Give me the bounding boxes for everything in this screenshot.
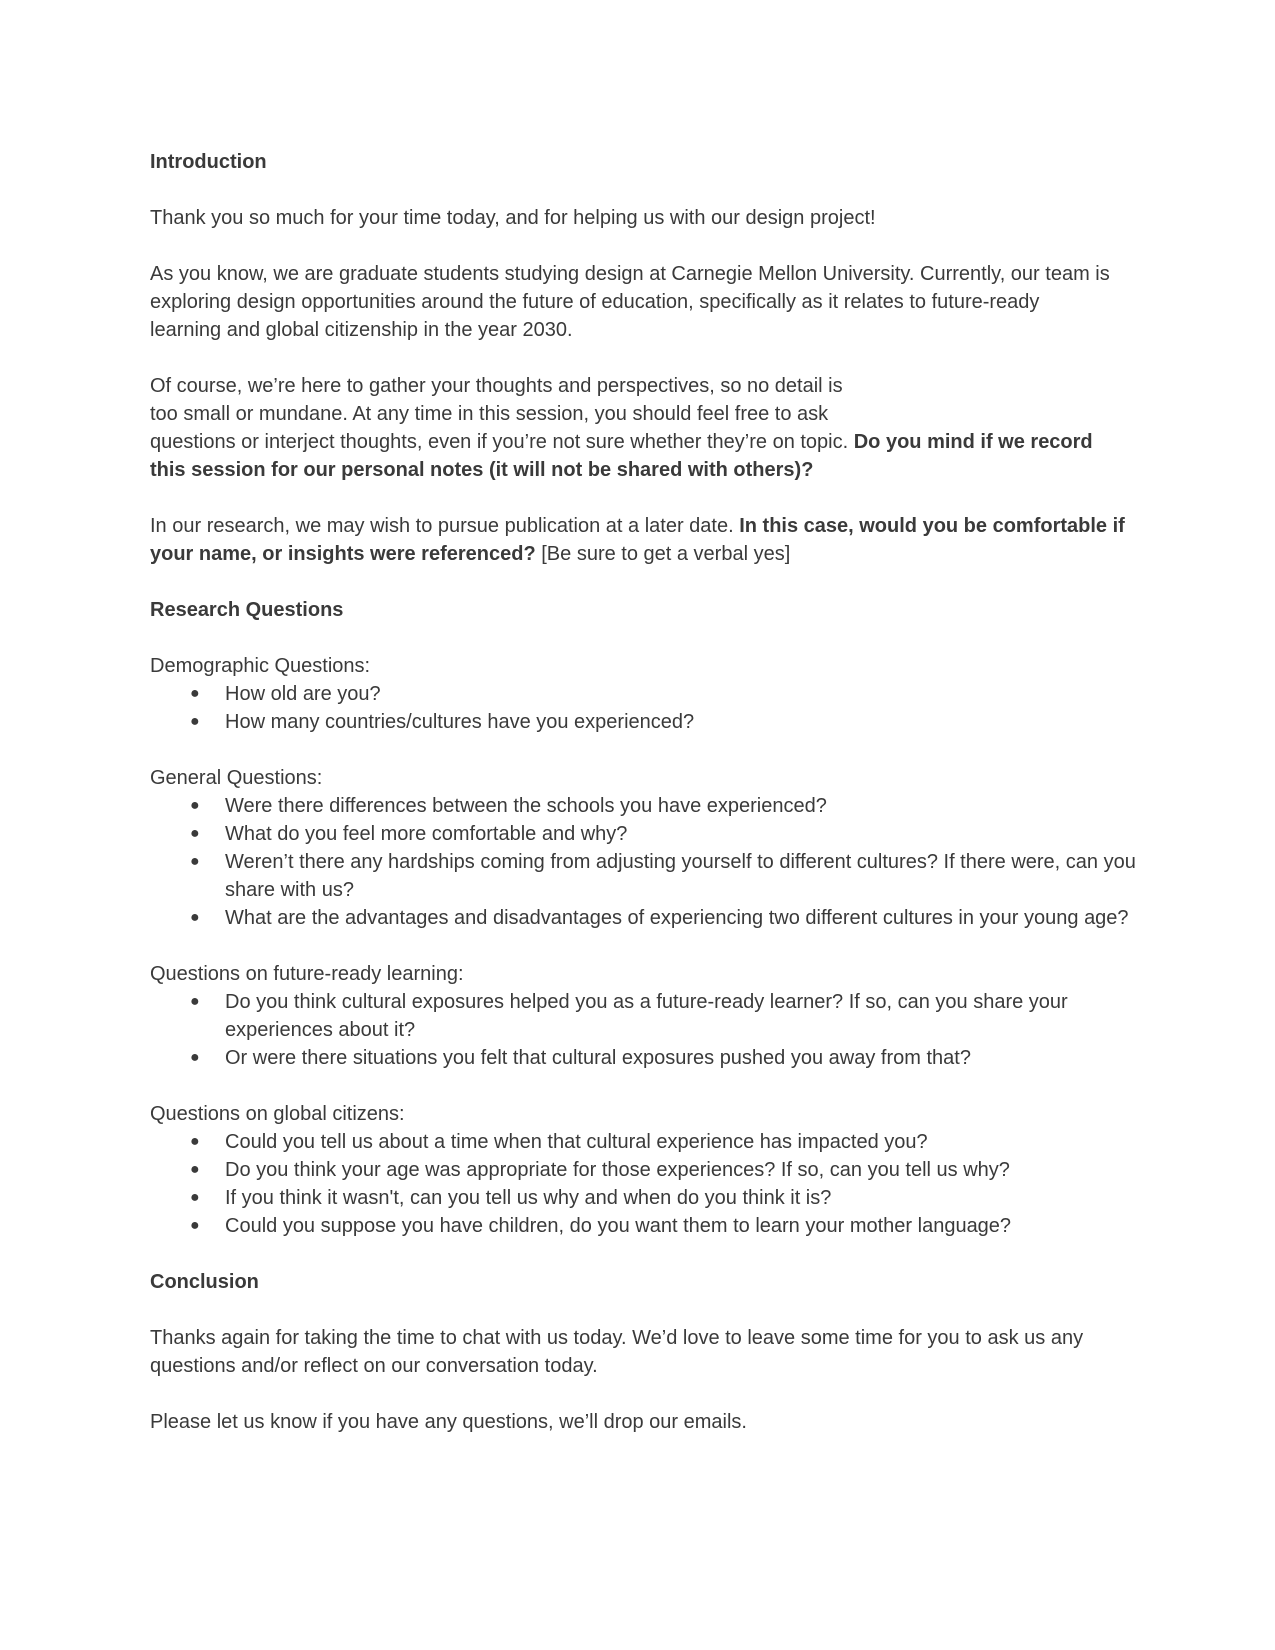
list-item: ● How old are you?: [150, 680, 1150, 708]
consent-line: Of course, we’re here to gather your thoughts and perspectives, so no detail is: [150, 375, 843, 397]
general-label: General Questions:: [150, 767, 323, 789]
publication-question: In this case, would you be comfortable if: [739, 515, 1125, 537]
record-question: Do you mind if we record: [853, 431, 1093, 453]
global-citizens-label: Questions on global citizens:: [150, 1103, 405, 1125]
bullet-icon: ●: [190, 825, 200, 842]
bullet-icon: ●: [190, 1133, 200, 1150]
list-item: ● How many countries/cultures have you experienced?: [150, 708, 1150, 736]
publication-text: In our research, we may wish to pursue publication at a later date.: [150, 515, 740, 537]
document-page: [150, 148, 1150, 1436]
list-item: ● Weren’t there any hardships coming from adjusting yourself to different cultures? If there were, can you share with us?: [150, 848, 1150, 904]
consent-paragraph: [150, 372, 1150, 484]
thanks-paragraph: Thank you so much for your time today, and for helping us with our design project!: [150, 207, 876, 229]
publication-note: [Be sure to get a verbal yes]: [535, 543, 791, 565]
conclusion-paragraph: [150, 1324, 1150, 1380]
conclusion-line: questions and/or reflect on our conversation today.: [150, 1355, 598, 1377]
demographic-list: [150, 680, 1150, 736]
bullet-icon: ●: [190, 1189, 200, 1206]
publication-line: [150, 540, 1150, 568]
context-line: exploring design opportunities around the future of education, specifically as it relates to future-ready: [150, 291, 1040, 313]
conclusion-line: Thanks again for taking the time to chat with us today. We’d love to leave some time for you to ask us any: [150, 1327, 1084, 1349]
consent-line: [150, 456, 1150, 484]
list-item: ● Could you tell us about a time when that cultural experience has impacted you?: [150, 1128, 1150, 1156]
consent-line: [150, 428, 1150, 456]
consent-text: questions or interject thoughts, even if you’re not sure whether they’re on topic.: [150, 431, 854, 453]
publication-question-cont: your name, or insights were referenced?: [150, 543, 536, 565]
bullet-icon: ●: [190, 797, 200, 814]
future-ready-label: Questions on future-ready learning:: [150, 963, 464, 985]
bullet-icon: ●: [190, 993, 200, 1010]
record-question-cont: this session for our personal notes (it will not be shared with others)?: [150, 459, 814, 481]
bullet-icon: ●: [190, 713, 200, 730]
emails-paragraph: Please let us know if you have any questions, we’ll drop our emails.: [150, 1411, 747, 1433]
list-item: ● If you think it wasn't, can you tell us why and when do you think it is?: [150, 1184, 1150, 1212]
context-line: As you know, we are graduate students studying design at Carnegie Mellon University. Currently, our team is: [150, 263, 1110, 285]
bullet-icon: ●: [190, 909, 200, 926]
list-item: ● Could you suppose you have children, do you want them to learn your mother language?: [150, 1212, 1150, 1240]
context-line: learning and global citizenship in the year 2030.: [150, 319, 573, 341]
global-citizens-list: [150, 1128, 1150, 1240]
list-item: ● What do you feel more comfortable and why?: [150, 820, 1150, 848]
consent-line: too small or mundane. At any time in this session, you should feel free to ask: [150, 403, 829, 425]
list-item: ● Do you think your age was appropriate for those experiences? If so, can you tell us why?: [150, 1156, 1150, 1184]
list-item: ● What are the advantages and disadvantages of experiencing two different cultures in your young age?: [150, 904, 1150, 932]
general-list: [150, 792, 1150, 932]
bullet-icon: ●: [190, 1049, 200, 1066]
conclusion-heading: Conclusion: [150, 1271, 259, 1293]
demographic-label: Demographic Questions:: [150, 655, 371, 677]
introduction-heading: Introduction: [150, 151, 267, 173]
bullet-icon: ●: [190, 685, 200, 702]
bullet-icon: ●: [190, 1161, 200, 1178]
publication-paragraph: [150, 512, 1150, 568]
bullet-icon: ●: [190, 853, 200, 870]
list-item: ● Or were there situations you felt that cultural exposures pushed you away from that?: [150, 1044, 1150, 1072]
context-paragraph: [150, 260, 1150, 344]
list-item: ● Were there differences between the schools you have experienced?: [150, 792, 1150, 820]
future-ready-list: [150, 988, 1150, 1072]
publication-line: [150, 512, 1150, 540]
research-questions-heading: Research Questions: [150, 599, 344, 621]
list-item: ● Do you think cultural exposures helped you as a future-ready learner? If so, can you share your experiences about it?: [150, 988, 1150, 1044]
bullet-icon: ●: [190, 1217, 200, 1234]
